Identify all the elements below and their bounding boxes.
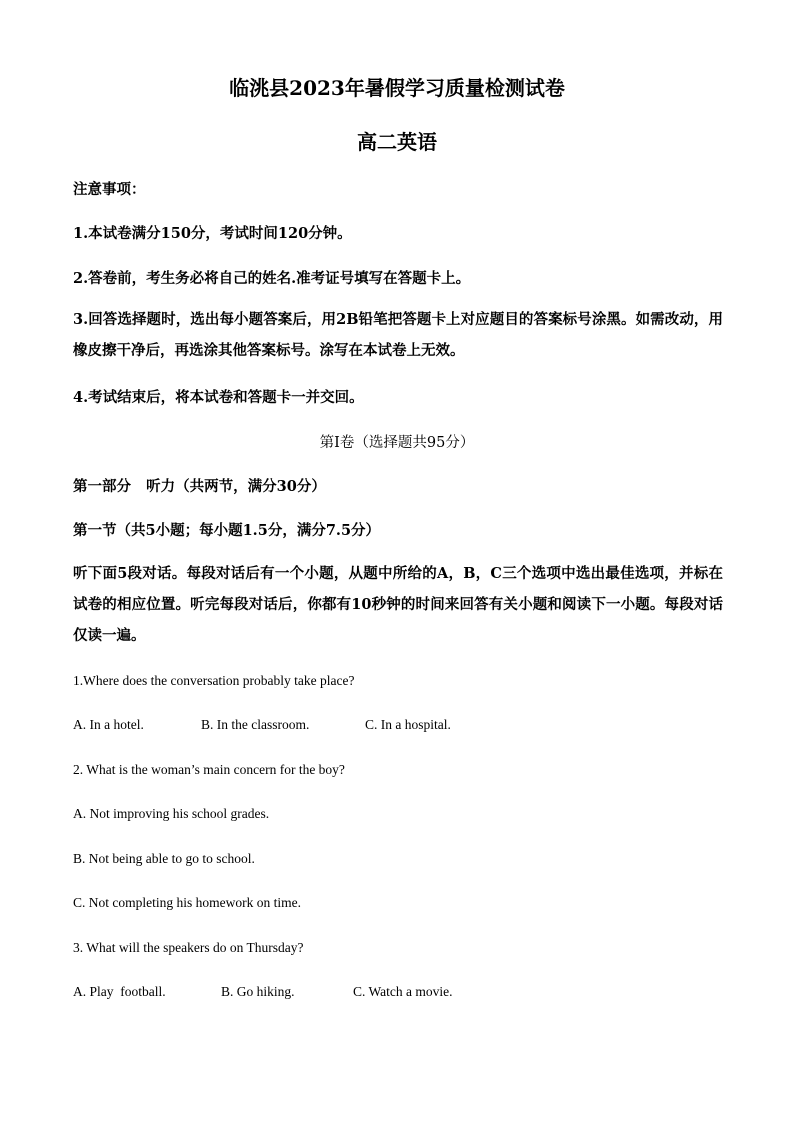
note-item-1: 1.本试卷满分150分，考试时间120分钟。	[73, 225, 352, 242]
notes-heading: 注意事项：	[73, 181, 146, 198]
question-2-stem: 2. What is the woman’s main concern for the boy?	[73, 762, 345, 777]
question-3-option-a: A. Play football.	[73, 984, 166, 999]
question-2-option-c: C. Not completing his homework on time.	[73, 895, 301, 910]
question-1-option-c: C. In a hospital.	[365, 717, 451, 732]
note-item-2: 2.答卷前，考生务必将自己的姓名.准考证号填写在答题卡上。	[73, 270, 471, 287]
question-3-stem: 3. What will the speakers do on Thursday?	[73, 940, 304, 955]
question-2-option-a: A. Not improving his school grades.	[73, 806, 270, 821]
subpart-heading: 第一节（共5小题；每小题1.5分，满分7.5分）	[73, 522, 381, 539]
question-1-stem: 1.Where does the conversation probably take place?	[73, 673, 355, 688]
question-2-option-b: B. Not being able to go to school.	[73, 851, 255, 866]
exam-subject: 高二英语	[357, 130, 437, 154]
note-item-3: 3.回答选择题时，选出每小题答案后，用2B铅笔把答题卡上对应题目的答案标号涂黑。如需改动，用橡皮擦干净后，再选涂其他答案标号。涂写在本试卷上无效。	[73, 311, 723, 359]
question-1-option-a: A. In a hotel.	[73, 717, 144, 732]
note-item-4: 4.考试结束后，将本试卷和答题卡一并交回。	[73, 389, 364, 406]
question-1-option-b: B. In the classroom.	[201, 717, 310, 732]
listening-instructions: 听下面5段对话。每段对话后有一个小题，从题中所给的A，B，C三个选项中选出最佳选项，并标在试卷的相应位置。听完每段对话后，你都有10秒钟的时间来回答有关小题和阅读下一小题。每段对话仅读一遍。	[73, 565, 723, 644]
volume-heading: 第Ⅰ卷（选择题共95分）	[319, 435, 475, 451]
exam-title: 临洮县2023年暑假学习质量检测试卷	[229, 76, 565, 100]
question-3-option-b: B. Go hiking.	[221, 984, 295, 999]
question-3-option-c: C. Watch a movie.	[353, 984, 453, 999]
part-heading: 第一部分 听力（共两节，满分30分）	[73, 478, 326, 495]
